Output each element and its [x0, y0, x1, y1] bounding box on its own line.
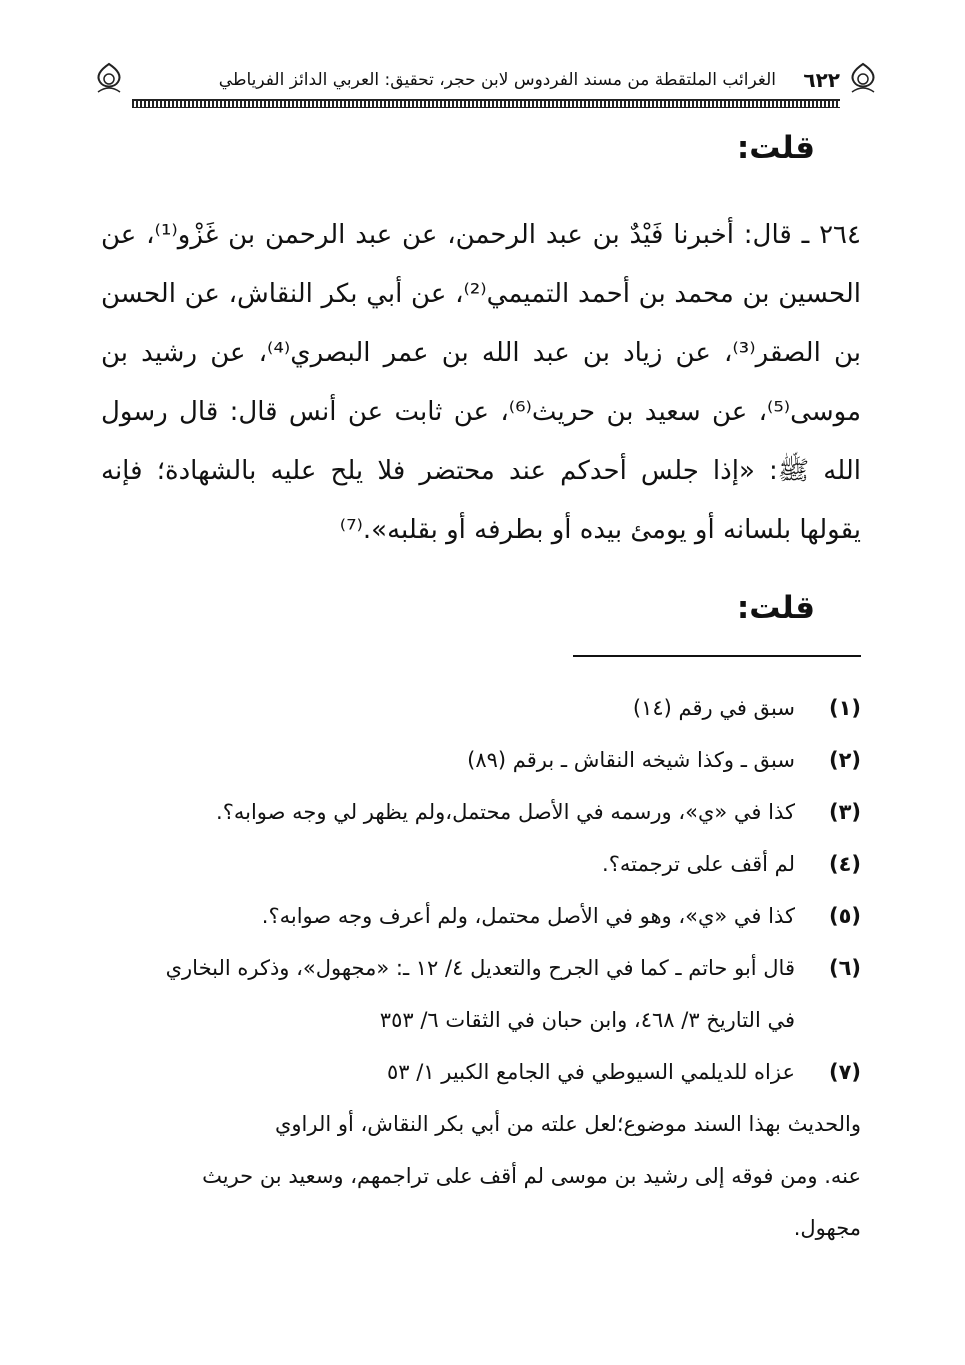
- footnote-text: [101, 942, 809, 1046]
- footnote-marker: (٦): [828, 956, 861, 980]
- footnotes: [101, 682, 861, 1254]
- footnote-line: مجهول.: [793, 1216, 861, 1240]
- footnote-line: في التاريخ ٣/ ٤٦٨، وابن حبان في الثقات ٦/ ٣٥٣: [379, 1008, 795, 1032]
- footnote-line: كذا في «ي»، وهو في الأصل محتمل، ولم أعرف وجه صوابه؟.: [261, 904, 795, 928]
- footnote-item: [101, 890, 861, 942]
- footnote-continuation: [101, 1098, 861, 1254]
- footnote-line: والحديث بهذا السند موضوع؛لعل علته من أبي بكر النقاش، أو الراوي: [274, 1112, 861, 1136]
- section-heading: قلت:: [736, 130, 815, 166]
- footnote-text: [101, 682, 809, 734]
- ornament-icon: [846, 62, 880, 98]
- hadith-line: عن الحسن بن الصقر⁽³⁾، عن زياد بن عبد الله بن عمر البصري⁽⁴⁾، عن: [101, 279, 861, 368]
- footnote-text: [101, 734, 809, 786]
- ornament-icon: [92, 62, 126, 98]
- hadith-line: رشيد بن موسى⁽⁵⁾، عن سعيد بن حريث⁽⁶⁾، عن ثابت عن أنس قال: قال: [101, 338, 861, 427]
- footnote-item: [101, 1046, 861, 1098]
- footnote-line: عزاه للديلمي السيوطي في الجامع الكبير ١/ ٥٣: [386, 1060, 795, 1084]
- footnote-marker: (٧): [828, 1060, 861, 1084]
- footnote-line: كذا في «ي»، ورسمه في الأصل محتمل،ولم يظهر لي وجه صوابه؟.: [216, 800, 795, 824]
- footnote-text: [101, 1046, 809, 1098]
- footnote-item: [101, 786, 861, 838]
- footnote-item: [101, 734, 861, 786]
- header-divider: [132, 99, 840, 108]
- footnote-text: [101, 838, 809, 890]
- footnote-item: [101, 682, 861, 734]
- hadith-text: [101, 206, 861, 560]
- footnote-line: سبق ـ وكذا شيخه النقاش ـ برقم (٨٩): [467, 748, 795, 772]
- footnote-text: [101, 890, 809, 942]
- footnote-marker: (٤): [828, 852, 861, 876]
- hadith-line: ٢٦٤ ـ قال: أخبرنا فَيْدٌ بن عبد الرحمن، عن عبد الرحمن بن: [228, 220, 861, 250]
- footnote-item: [101, 838, 861, 890]
- hadith-line: رسول الله ﷺ: «إذا جلس أحدكم عند محتضر فلا يلح عليه بالشهادة؛: [101, 397, 862, 486]
- running-title: الغرائب الملتقطة من مسند الفردوس لابن حجر، تحقيق: العربي الدائز الفرياطي: [218, 70, 776, 90]
- page-number: ٦٢٢: [803, 68, 840, 92]
- hadith-line: فإنه يقولها بلسانه أو يومئ بيده أو بطرفه أو بقلبه».⁽⁷⁾: [101, 456, 861, 545]
- hadith-line: غَزْو⁽¹⁾، عن الحسين بن محمد بن أحمد التميمي⁽²⁾، عن أبي بكر النقاش،: [101, 220, 861, 309]
- footnote-line: عنه. ومن فوقه إلى رشيد بن موسى لم أقف على تراجمهم، وسعيد بن حريث: [202, 1164, 861, 1188]
- page-header: [92, 58, 880, 108]
- footnote-marker: (٥): [828, 904, 861, 928]
- footnote-marker: (١): [828, 696, 861, 720]
- section-heading: قلت:: [736, 590, 815, 626]
- footnote-line: سبق في رقم (١٤): [632, 696, 795, 720]
- footnote-text: [101, 786, 809, 838]
- footnote-marker: (٣): [828, 800, 861, 824]
- footnote-line: قال أبو حاتم ـ كما في الجرح والتعديل ٤/ ١٢ ـ: «مجهول»، وذكره البخاري: [165, 956, 795, 980]
- footnote-divider: [573, 655, 861, 657]
- footnote-line: لم أقف على ترجمته؟.: [602, 852, 795, 876]
- footnote-marker: (٢): [828, 748, 861, 772]
- footnote-item: [101, 942, 861, 1046]
